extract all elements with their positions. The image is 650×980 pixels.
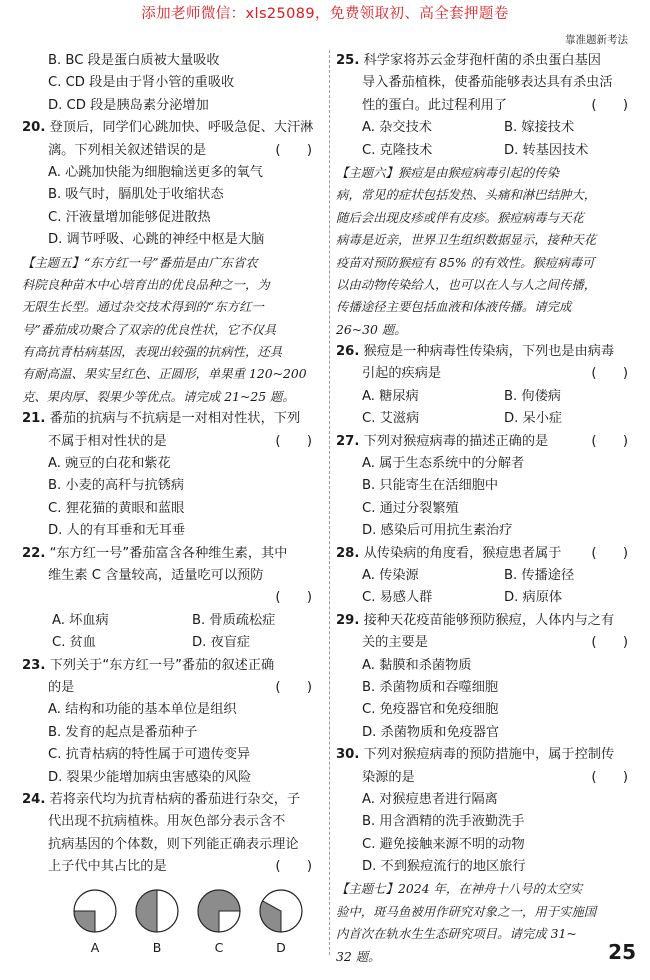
text-line [336, 632, 632, 654]
line-text: A. 豌豆的白花和紫花 [48, 456, 171, 472]
line-text: 以由动物传染给人，也可以在人与人之间传播， [336, 276, 597, 292]
option-text: B. 骨质疏松症 [192, 612, 276, 628]
line-text: 抗病基因的个体数，则下列能正确表示理论 [48, 836, 299, 852]
theme-text [336, 319, 632, 341]
question-stem [336, 543, 632, 565]
answer-bracket: ( ) [275, 679, 312, 695]
line-text: 漓。下列相关叙述错误的是 [48, 142, 207, 158]
line-text: 26~30 题。 [336, 321, 407, 337]
line-text: 无限生长型。通过杂交技术得到的“东方红一 [22, 299, 264, 315]
question-number: 22. [22, 545, 46, 561]
question-stem [22, 117, 322, 139]
option-text: D. 病原体 [504, 590, 563, 606]
answer-bracket: ( ) [591, 366, 628, 382]
text-line [22, 140, 322, 162]
line-text: 番茄的抗病与不抗病是一对相对性状，下列 [45, 411, 301, 427]
option-text: C. 贫血 [52, 635, 96, 651]
text-line [22, 722, 322, 744]
question-number: 27. [336, 433, 360, 449]
pie-chart-c [196, 888, 242, 934]
option-row [22, 632, 322, 654]
text-line [22, 207, 322, 229]
pie-chart-b [134, 888, 180, 934]
pie-gray-slice [74, 911, 95, 932]
line-text: 从传染病的角度看，猴痘患者属于 [359, 545, 562, 561]
line-text: A. 结构和功能的基本单位是组织 [48, 702, 237, 718]
line-text: B. BC 段是蛋白质被大量吸收 [48, 53, 220, 68]
line-text: 染源的是 [362, 769, 415, 785]
line-text: A. 黏膜和杀菌物质 [362, 657, 472, 673]
answer-bracket: ( ) [591, 545, 628, 561]
question-stem [336, 744, 632, 766]
option-row [336, 386, 632, 408]
text-line [22, 431, 322, 453]
text-line [336, 834, 632, 856]
text-line [22, 677, 322, 699]
option-row [336, 565, 632, 587]
line-text: 【主题五】“东方红一号”番茄是由广东省农 [22, 254, 258, 270]
option-row [336, 587, 632, 609]
text-line [22, 229, 322, 251]
line-text: 随后会出现皮疹或伴有皮疹。猴痘病毒与天花 [336, 209, 584, 225]
text-line [336, 475, 632, 497]
text-line [336, 767, 632, 789]
option-text: B. 佝偻病 [504, 388, 561, 404]
pie-label: A [90, 940, 100, 956]
text-line [22, 856, 322, 878]
theme-text [336, 252, 632, 274]
question-stem [336, 431, 632, 453]
line-text: A. 对猴痘患者进行隔离 [362, 791, 498, 807]
page-number: 25 [608, 940, 636, 964]
line-text: 导入番茄植株，使番茄能够表达具有杀虫活 [362, 75, 613, 91]
text-line [22, 520, 322, 542]
theme-text [22, 363, 322, 385]
option-text: C. 克隆技术 [362, 142, 433, 158]
answer-bracket: ( ) [275, 859, 312, 875]
text-line [22, 498, 322, 520]
line-text: B. 发育的起点是番茄种子 [48, 724, 198, 740]
line-text: 下列对猴痘病毒的预防措施中，属于控制传 [359, 747, 615, 763]
option-row [336, 140, 632, 162]
text-line [336, 856, 632, 878]
line-text: 有耐高温、果实呈红色、正圆形，单果重 120~200 [22, 366, 307, 382]
text-line [336, 789, 632, 811]
theme-text [336, 229, 632, 251]
line-text: C. 汗液量增加能够促进散热 [48, 209, 211, 225]
theme-text [22, 386, 322, 408]
pie-chart-d [258, 888, 304, 934]
theme-text [336, 946, 632, 968]
line-text: 【主题六】猴痘是由猴痘病毒引起的传染 [336, 164, 560, 180]
question-number: 23. [22, 657, 46, 673]
pie-label: B [152, 940, 162, 956]
line-text: A. 属于生态系统中的分解者 [362, 456, 525, 472]
option-text: C. 易感人群 [362, 590, 433, 606]
option-row [336, 408, 632, 430]
question-stem [336, 50, 632, 72]
line-text: 关的主要是 [362, 635, 428, 651]
text-line [22, 72, 322, 94]
pie-label: D [276, 940, 286, 956]
line-text: 不属于相对性状的是 [48, 433, 167, 449]
pie-label: C [214, 940, 224, 956]
line-text: C. CD 段是由于肾小管的重吸收 [48, 75, 235, 91]
line-text: 下列对猴痘病毒的描述正确的是 [359, 433, 549, 449]
option-text: A. 传染源 [362, 567, 419, 583]
text-line [22, 811, 322, 833]
option-text: A. 坏血病 [52, 612, 109, 628]
text-line [22, 95, 322, 117]
line-text: B. 吸气时，膈肌处于收缩状态 [48, 187, 224, 203]
text-line [336, 811, 632, 833]
line-text: 内首次在轨水生生态研究项目。请完成 31~ [336, 926, 577, 942]
question-stem [336, 610, 632, 632]
theme-text [22, 274, 322, 296]
question-number: 24. [22, 791, 46, 807]
text-line [22, 744, 322, 766]
theme-text [22, 296, 322, 318]
theme-text [336, 162, 632, 184]
text-line [22, 475, 322, 497]
answer-bracket: ( ) [275, 590, 312, 606]
theme-text [336, 274, 632, 296]
answer-bracket: ( ) [275, 142, 312, 158]
left-column [22, 50, 322, 962]
line-text: 科学家将苏云金芽孢杆菌的杀虫蛋白基因 [359, 53, 601, 68]
line-text: C. 通过分裂繁殖 [362, 500, 459, 516]
option-text: B. 传播途径 [504, 567, 575, 583]
line-text: 传播途径主要包括血液和体液传播。请完成 [336, 299, 572, 315]
theme-text [336, 207, 632, 229]
line-text: D. 人的有耳垂和无耳垂 [48, 523, 186, 539]
option-text: D. 呆小症 [504, 411, 563, 427]
header-tag: 靠准题新考法 [565, 34, 628, 46]
line-text: 猴痘是一种病毒性传染病，下列也是由病毒 [359, 344, 615, 360]
text-line [22, 162, 322, 184]
line-text: C. 狸花猫的黄眼和蓝眼 [48, 500, 185, 516]
text-line [336, 363, 632, 385]
text-line [22, 834, 322, 856]
option-text: D. 转基因技术 [504, 142, 589, 158]
answer-bracket: ( ) [591, 433, 628, 449]
text-line [336, 95, 632, 117]
text-line [22, 587, 322, 609]
question-number: 25. [336, 53, 360, 68]
text-line [336, 655, 632, 677]
text-line [336, 520, 632, 542]
pie-options [22, 882, 322, 962]
line-text: 接种天花疫苗能够预防猴痘，人体内与之有 [359, 612, 615, 628]
text-line [22, 184, 322, 206]
line-text: 引起的疾病是 [362, 366, 442, 382]
question-number: 26. [336, 344, 360, 360]
line-text: 32 题。 [336, 948, 381, 964]
line-text: 克、果肉厚、裂果少等优点。请完成 21~25 题。 [22, 388, 295, 404]
option-text: A. 糖尿病 [362, 388, 419, 404]
line-text: 下列关于“东方红一号”番茄的叙述正确 [45, 657, 275, 673]
theme-text [22, 341, 322, 363]
line-text: 若将亲代均为抗青枯病的番茄进行杂交，子 [45, 791, 301, 807]
answer-bracket: ( ) [591, 635, 628, 651]
line-text: D. 调节呼吸、心跳的神经中枢是大脑 [48, 232, 265, 248]
line-text: 科院良种苗木中心培育出的优良品种之一，为 [22, 276, 270, 292]
pie-gray-slice [136, 890, 157, 932]
answer-bracket: ( ) [591, 97, 628, 113]
answer-bracket: ( ) [275, 433, 312, 449]
pie-chart-a [72, 888, 118, 934]
option-text: C. 艾滋病 [362, 411, 420, 427]
question-stem [22, 408, 322, 430]
line-text: B. 只能寄生在活细胞中 [362, 478, 499, 494]
line-text: 维生素 C 含量较高，适量吃可以预防 [48, 567, 264, 583]
question-stem [22, 655, 322, 677]
line-text: 病，常见的症状包括发热、头痛和淋巴结肿大， [336, 187, 597, 203]
question-number: 28. [336, 545, 360, 561]
column-divider [329, 50, 330, 955]
line-text: 登顶后，同学们心跳加快、呼吸急促、大汗淋 [45, 120, 314, 136]
text-line [336, 699, 632, 721]
text-line [22, 565, 322, 587]
line-text: C. 避免接触来源不明的动物 [362, 836, 525, 852]
line-text: A. 心跳加快能为细胞输送更多的氧气 [48, 164, 263, 180]
line-text: 上子代中其占比的是 [48, 859, 167, 875]
theme-text [22, 319, 322, 341]
text-line [336, 72, 632, 94]
line-text: D. CD 段是胰岛素分泌增加 [48, 97, 209, 113]
question-stem [22, 789, 322, 811]
text-line [336, 722, 632, 744]
theme-text [336, 923, 632, 945]
question-number: 20. [22, 120, 46, 136]
line-text: 的是 [48, 679, 75, 695]
text-line [336, 498, 632, 520]
option-text: D. 夜盲症 [192, 635, 251, 651]
right-column [336, 50, 632, 968]
text-line [22, 453, 322, 475]
option-text: A. 杂交技术 [362, 120, 432, 136]
line-text: 号”番茄成功聚合了双亲的优良性状，它不仅具 [22, 321, 277, 337]
question-stem [336, 341, 632, 363]
theme-text [336, 878, 632, 900]
line-text: 疫苗对预防猴痘有 85% 的有效性。猴痘病毒可 [336, 254, 595, 270]
theme-text [22, 252, 322, 274]
line-text: B. 小麦的高秆与抗锈病 [48, 478, 185, 494]
option-text: B. 嫁接技术 [504, 120, 575, 136]
line-text: 验中，斑马鱼被用作研究对象之一，用于实施国 [336, 903, 597, 919]
text-line [336, 453, 632, 475]
text-line [22, 699, 322, 721]
line-text: D. 杀菌物质和免疫器官 [362, 724, 500, 740]
text-line [336, 677, 632, 699]
line-text: 性的蛋白。此过程利用了 [362, 97, 508, 113]
text-line [22, 50, 322, 72]
promo-banner: 添加老师微信：xls25089，免费领取初、高全套押题卷 [141, 6, 509, 22]
question-number: 21. [22, 411, 46, 427]
line-text: “东方红一号”番茄富含各种维生素，其中 [45, 545, 288, 561]
question-number: 30. [336, 747, 360, 763]
question-stem [22, 543, 322, 565]
line-text: B. 杀菌物质和吞噬细胞 [362, 679, 499, 695]
line-text: D. 不到猴痘流行的地区旅行 [362, 859, 526, 875]
option-row [22, 610, 322, 632]
answer-bracket: ( ) [591, 769, 628, 785]
theme-text [336, 901, 632, 923]
line-text: 代出现不抗病植株。用灰色部分表示含不 [48, 814, 286, 830]
line-text: D. 感染后可用抗生素治疗 [362, 523, 513, 539]
option-row [336, 117, 632, 139]
line-text: 有高抗青枯病基因，表现出较强的抗病性，还具 [22, 344, 283, 360]
line-text: C. 免疫器官和免疫细胞 [362, 702, 499, 718]
theme-text [336, 184, 632, 206]
line-text: 【主题七】2024 年，在神舟十八号的太空实 [336, 881, 583, 897]
line-text: D. 裂果少能增加病虫害感染的风险 [48, 769, 252, 785]
line-text: C. 抗青枯病的特性属于可遗传变异 [48, 747, 251, 763]
line-text: 病毒是近亲，世界卫生组织数据显示，接种天花 [336, 232, 597, 248]
question-number: 29. [336, 612, 360, 628]
text-line [22, 767, 322, 789]
theme-text [336, 296, 632, 318]
line-text: B. 用含酒精的洗手液勤洗手 [362, 814, 525, 830]
